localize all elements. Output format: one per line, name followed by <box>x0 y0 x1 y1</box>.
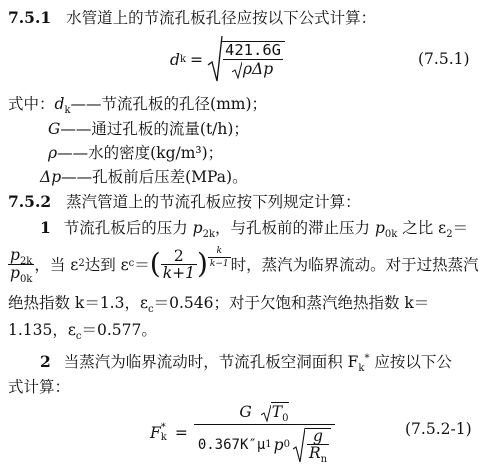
text: 应按以下公 <box>369 353 452 371</box>
where-desc: 节流孔板的孔径(mm)； <box>101 95 268 113</box>
right-paren: ) <box>196 247 208 280</box>
item-1-line-2: $\frac{p_{2k}}{p_{0k}}$ ，当 ε 2 达到 ε c ＝ ( $\frac{2}{k+1}$ ) $\frac{k}{k-1}$ 时，蒸汽为临界流动。对于过热蒸汽 <box>10 246 479 285</box>
where-symbol: G <box>48 120 61 138</box>
item-number: 1 <box>40 218 51 237</box>
section-text: 蒸汽管道上的节流孔板应按下列规定计算： <box>66 193 361 211</box>
exponent-fraction <box>208 246 231 269</box>
where-dash: —— <box>61 168 93 186</box>
text: 1.135，ε <box>8 321 76 339</box>
item-1-line-4 <box>8 318 157 343</box>
text: 达到 ε <box>84 256 129 274</box>
section-number: 7.5.1 <box>8 8 52 27</box>
formula-lhs-sup: * <box>160 422 166 433</box>
num-g: G <box>239 402 252 421</box>
text: 时，蒸汽为临界流动。对于过热蒸汽 <box>230 256 479 274</box>
p2k-sub: 2k <box>202 229 216 241</box>
equals: ＝ <box>134 256 150 274</box>
radical-sign-icon <box>293 427 305 463</box>
left-paren: ( <box>149 247 161 280</box>
equation-number-7-5-1: (7.5.1) <box>418 50 470 68</box>
exp-den: k−1 <box>209 259 229 269</box>
formula-equals: = <box>174 424 188 442</box>
frac-g: g <box>307 429 329 445</box>
den-coefficient: 0.367K″μ <box>197 436 266 453</box>
small-radical-icon <box>232 61 242 79</box>
section-7-5-1-heading <box>8 6 376 28</box>
frac-num-p: p <box>10 246 20 265</box>
text: 绝热指数 k＝1.3，ε <box>8 294 148 312</box>
den-rho: ρ <box>242 59 252 78</box>
frac-den-p: p <box>10 263 20 282</box>
formula-fraction <box>223 42 283 79</box>
text: ，当 ε <box>34 256 79 274</box>
epsilon-sub: 2 <box>446 229 453 241</box>
where-item-dk <box>8 92 268 117</box>
epsilon-c-sub: c <box>75 331 82 343</box>
formula-lhs: d <box>170 51 180 69</box>
p0k-symbol: p <box>374 219 385 237</box>
where-desc: 孔板前后压差(MPa)。 <box>92 168 248 186</box>
formula-denominator <box>223 60 283 79</box>
area-numerator <box>194 404 335 425</box>
where-symbol-sub: k <box>64 105 71 117</box>
critical-ratio-fraction <box>161 246 197 282</box>
where-dash: —— <box>57 144 89 162</box>
p2k-symbol: p <box>192 219 203 237</box>
frac-r: R <box>308 444 321 463</box>
paren-den: k+1 <box>162 263 195 282</box>
item-2-line-2: 式计算： <box>8 378 71 396</box>
text: 当蒸汽为临界流动时，节流孔板空洞面积 F <box>63 353 359 371</box>
where-dash: —— <box>60 120 92 138</box>
num-t-sub: 0 <box>282 412 289 424</box>
frac-r-sub: n <box>320 454 328 466</box>
g-over-rn-fraction <box>307 427 329 466</box>
p0k-sub: 0k <box>384 229 398 241</box>
formula-7-5-2-1 <box>150 398 335 468</box>
where-symbol: Δp <box>40 168 62 186</box>
formula-lhs-sub: k <box>160 432 167 443</box>
text: ＝0.577。 <box>81 321 157 339</box>
frac-den-sub: 0k <box>19 273 33 285</box>
section-number: 7.5.2 <box>8 192 52 211</box>
item-1-line-1 <box>40 216 469 241</box>
text: ，与孔板前的滞止压力 <box>215 219 375 237</box>
where-item-dp <box>40 165 248 187</box>
where-dash: —— <box>70 95 102 113</box>
frac-num-sub: 2k <box>19 256 33 268</box>
where-desc: 水的密度(kg/m³)； <box>88 144 224 162</box>
epsilon-c-sub: c <box>148 304 154 316</box>
where-desc: 通过孔板的流量(t/h)； <box>91 120 249 138</box>
pressure-ratio-fraction <box>8 246 34 285</box>
formula-7-5-1: d k = $\frac{421.6G}{\text{ρΔp}}$ <box>170 34 285 86</box>
where-item-rho <box>48 141 223 163</box>
formula-numerator: 421.6G <box>225 40 281 59</box>
fk-sup: * <box>364 352 370 364</box>
num-t: T <box>271 402 283 421</box>
where-symbol: d <box>54 95 65 113</box>
area-denominator: 0.367K″μ 1 p 0 $\frac{g}{R_n}$ <box>194 425 335 463</box>
equals: ＝ <box>452 219 469 237</box>
section-text: 水管道上的节流孔板孔径应按以下公式计算： <box>66 9 377 27</box>
where-symbol: ρ <box>48 144 58 162</box>
area-fraction <box>194 402 335 466</box>
den-p: p <box>273 435 284 454</box>
item-2-line-1 <box>40 350 452 375</box>
text: 之比 ε <box>397 219 447 237</box>
exp-num: k <box>208 246 231 258</box>
formula-sqrt <box>207 35 285 85</box>
formula-equals: = <box>190 51 203 69</box>
where-item-g <box>48 117 249 139</box>
item-number: 2 <box>40 352 51 371</box>
paren-num: 2 <box>161 249 197 265</box>
text: 节流孔板后的压力 <box>63 219 193 237</box>
where-prefix: 式中： <box>8 95 55 113</box>
formula-lhs: F <box>150 424 161 442</box>
fk-sub: k <box>358 363 365 375</box>
text: ＝0.546；对于欠饱和蒸汽绝热指数 k＝ <box>153 294 430 312</box>
section-7-5-2-heading <box>8 190 361 212</box>
radical-sign-icon <box>261 404 271 422</box>
den-delta-p: Δp <box>252 59 274 78</box>
equation-number-7-5-2-1: (7.5.2-1) <box>405 420 472 438</box>
item-1-line-3 <box>8 291 430 316</box>
